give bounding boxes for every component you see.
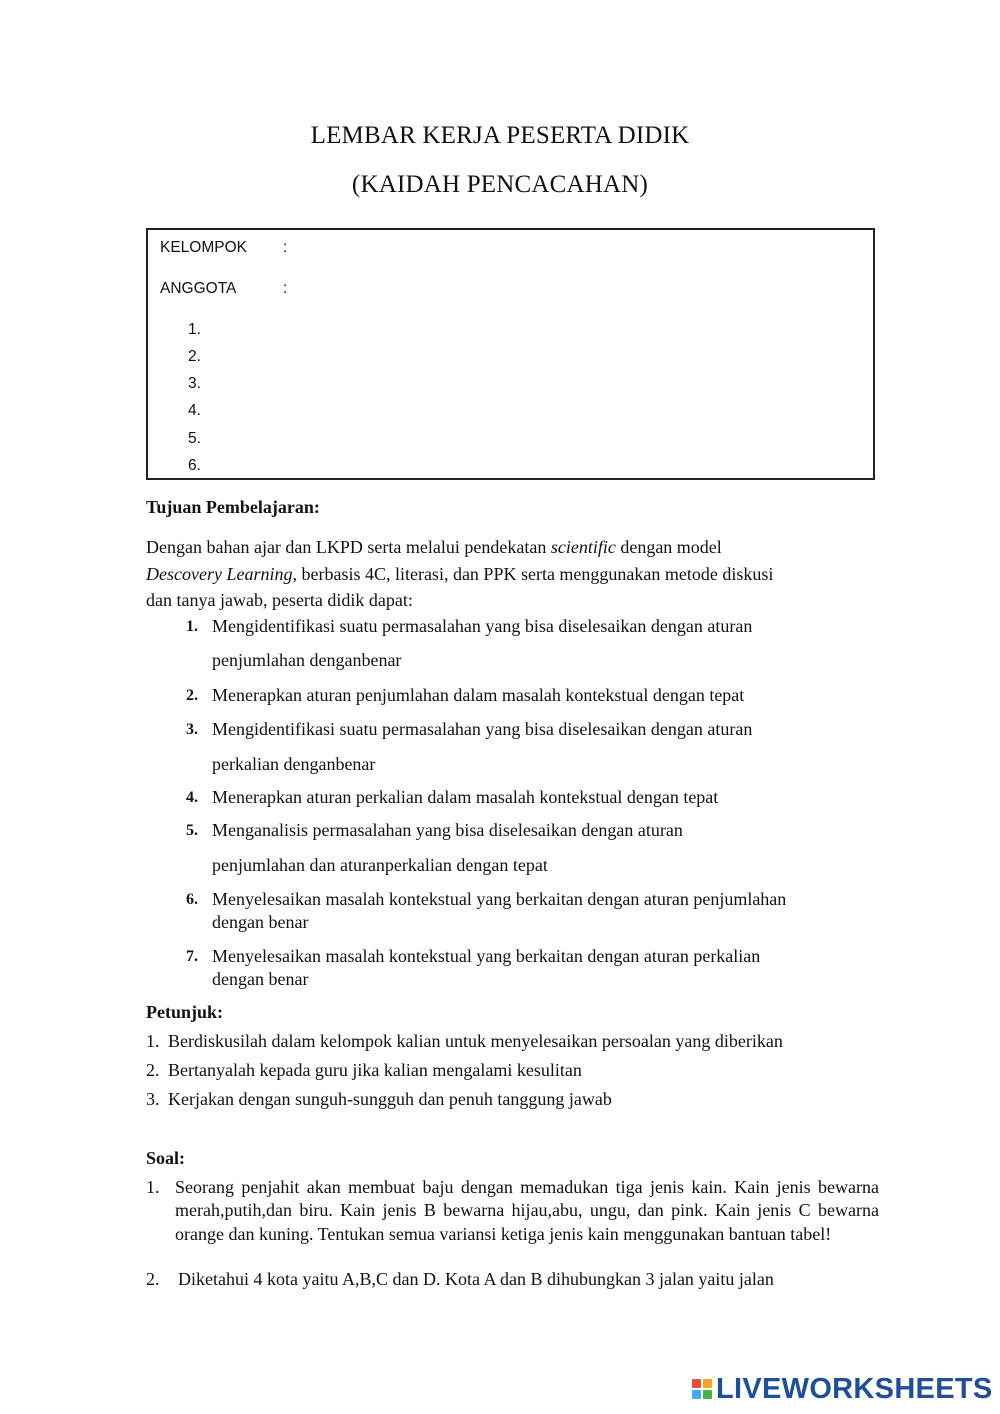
instruction-text: Bertanyalah kepada guru jika kalian mengalami kesulitan: [168, 1060, 582, 1080]
objective-text: Menyelesaikan masalah kontekstual yang berkaitan dengan aturan perkalian: [212, 946, 761, 966]
objective-number: 6.: [186, 891, 198, 908]
objective-number: 5.: [186, 822, 198, 839]
instruction-item: [146, 1089, 612, 1110]
kelompok-label: KELOMPOK: [160, 239, 247, 256]
member-number: 6.: [188, 457, 201, 474]
objectives-intro: [146, 534, 866, 614]
objective-text: perkalian denganbenar: [212, 754, 376, 774]
objective-text: Menganalisis permasalahan yang bisa diselesaikan dengan aturan: [212, 820, 683, 840]
instructions-heading: Petunjuk:: [146, 1002, 224, 1022]
objective-number: 4.: [186, 789, 198, 806]
objective-text: Mengidentifikasi suatu permasalahan yang bisa diselesaikan dengan aturan: [212, 719, 753, 739]
objective-text: penjumlahan dan aturanperkalian dengan tepat: [212, 855, 548, 875]
member-number: 3.: [188, 375, 201, 392]
page-title: LEMBAR KERJA PESERTA DIDIK: [310, 122, 690, 149]
intro-text: dengan model: [615, 537, 722, 557]
objective-text: dengan benar: [212, 969, 309, 989]
member-number: 4.: [188, 402, 201, 419]
question-text: Diketahui 4 kota yaitu A,B,C dan D. Kota A dan B dihubungkan 3 jalan yaitu jalan: [178, 1269, 774, 1289]
kelompok-colon: :: [283, 239, 288, 256]
anggota-label: ANGGOTA: [160, 280, 237, 297]
question-number: 2.: [146, 1269, 160, 1289]
objective-number: 1.: [186, 618, 198, 635]
objective-text: Menyelesaikan masalah kontekstual yang berkaitan dengan aturan penjumlahan: [212, 889, 787, 909]
instruction-text: Kerjakan dengan sunguh-sungguh dan penuh tanggung jawab: [168, 1089, 612, 1109]
intro-text: , berbasis 4C, literasi, dan PPK serta menggunakan metode diskusi: [292, 563, 774, 584]
objective-text: Menerapkan aturan penjumlahan dalam masalah kontekstual dengan tepat: [212, 685, 745, 705]
group-identity-box: [146, 228, 875, 480]
objective-text: dengan benar: [212, 912, 309, 932]
intro-italic-scientific: scientific: [550, 537, 616, 557]
question-text: Seorang penjahit akan membuat baju dengan memadukan tiga jenis kain. Kain jenis bewarna merah,putih,dan biru. Kain jenis B bewarna hijau,abu, ungu, dan pink. Kain jenis C bewarna orange dan kuning. Tentukan semua variansi ketiga jenis kain menggunakan bantuan tabel!: [175, 1177, 879, 1244]
instruction-number: 2.: [146, 1060, 160, 1080]
question-number: 1.: [146, 1177, 160, 1197]
anggota-row: [160, 280, 287, 298]
member-number: 1.: [188, 321, 201, 338]
objective-number: 3.: [186, 721, 198, 738]
intro-text: dan tanya jawab, peserta didik dapat:: [146, 590, 413, 610]
objectives-heading: Tujuan Pembelajaran:: [146, 497, 320, 517]
objective-text: Menerapkan aturan perkalian dalam masalah kontekstual dengan tepat: [212, 787, 719, 807]
objective-number: 7.: [186, 948, 198, 965]
instruction-item: [146, 1031, 783, 1052]
anggota-colon: :: [283, 280, 288, 297]
intro-italic-model: Descovery Learning: [146, 563, 293, 584]
member-number: 2.: [188, 348, 201, 365]
member-number: 5.: [188, 430, 201, 447]
objective-text: penjumlahan denganbenar: [212, 650, 402, 670]
instruction-item: [146, 1060, 582, 1081]
objective-text: Mengidentifikasi suatu permasalahan yang bisa diselesaikan dengan aturan: [212, 616, 753, 636]
instruction-number: 1.: [146, 1031, 160, 1051]
liveworksheets-logo-icon: [692, 1379, 712, 1399]
brand-text: LIVEWORKSHEETS: [716, 1372, 993, 1405]
liveworksheets-brand: [692, 1372, 993, 1406]
instruction-number: 3.: [146, 1089, 160, 1109]
intro-text: Dengan bahan ajar dan LKPD serta melalui pendekatan: [146, 537, 551, 557]
page-subtitle: (KAIDAH PENCACAHAN): [351, 171, 649, 198]
kelompok-row: [160, 239, 287, 257]
questions-heading: Soal:: [146, 1148, 186, 1168]
objective-number: 2.: [186, 687, 198, 704]
instruction-text: Berdiskusilah dalam kelompok kalian untuk menyelesaikan persoalan yang diberikan: [168, 1031, 783, 1051]
